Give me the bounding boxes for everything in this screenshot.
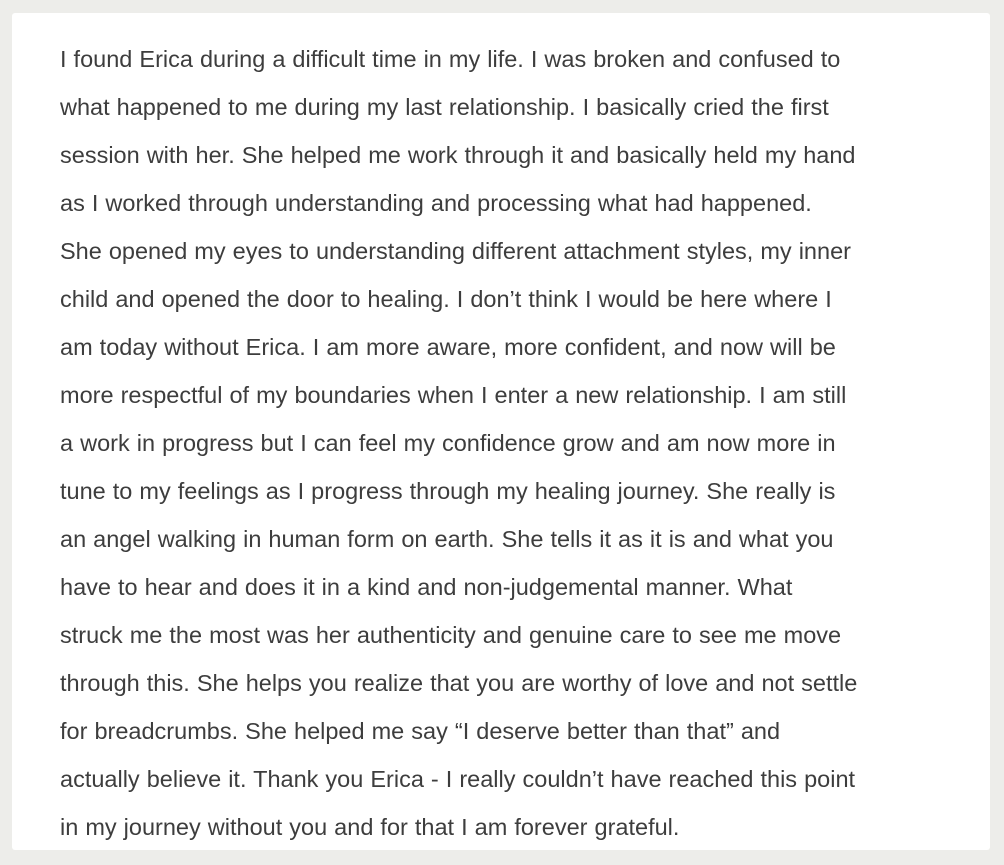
- testimonial-line-1: I found Erica during a difficult time in my life. I was broken and confused to: [60, 46, 841, 72]
- testimonial-line-12: have to hear and does it in a kind and non-judgemental manner. What: [60, 574, 793, 600]
- testimonial-line-7: am today without Erica. I am more aware, more confident, and now will be: [60, 334, 836, 360]
- testimonial-line-6: child and opened the door to healing. I don’t think I would be here where I: [60, 286, 832, 312]
- testimonial-line-16: actually believe it. Thank you Erica - I really couldn’t have reached this point: [60, 766, 856, 792]
- testimonial-line-9: a work in progress but I can feel my confidence grow and am now more in: [60, 430, 836, 456]
- testimonial-card: [12, 13, 990, 850]
- testimonial-line-8: more respectful of my boundaries when I enter a new relationship. I am still: [60, 382, 847, 408]
- testimonial-line-14: through this. She helps you realize that you are worthy of love and not settle: [60, 670, 858, 696]
- testimonial-line-3: session with her. She helped me work through it and basically held my hand: [60, 142, 856, 168]
- testimonial-line-5: She opened my eyes to understanding different attachment styles, my inner: [60, 238, 851, 264]
- testimonial-line-10: tune to my feelings as I progress through my healing journey. She really is: [60, 478, 836, 504]
- testimonial-line-2: what happened to me during my last relationship. I basically cried the first: [60, 94, 829, 120]
- testimonial-line-13: struck me the most was her authenticity and genuine care to see me move: [60, 622, 842, 648]
- testimonial-line-17: in my journey without you and for that I am forever grateful.: [60, 814, 680, 840]
- testimonial-line-11: an angel walking in human form on earth. She tells it as it is and what you: [60, 526, 834, 552]
- testimonial-line-15: for breadcrumbs. She helped me say “I deserve better than that” and: [60, 718, 781, 744]
- testimonial-text: [60, 35, 950, 851]
- testimonial-line-4: as I worked through understanding and processing what had happened.: [60, 190, 812, 216]
